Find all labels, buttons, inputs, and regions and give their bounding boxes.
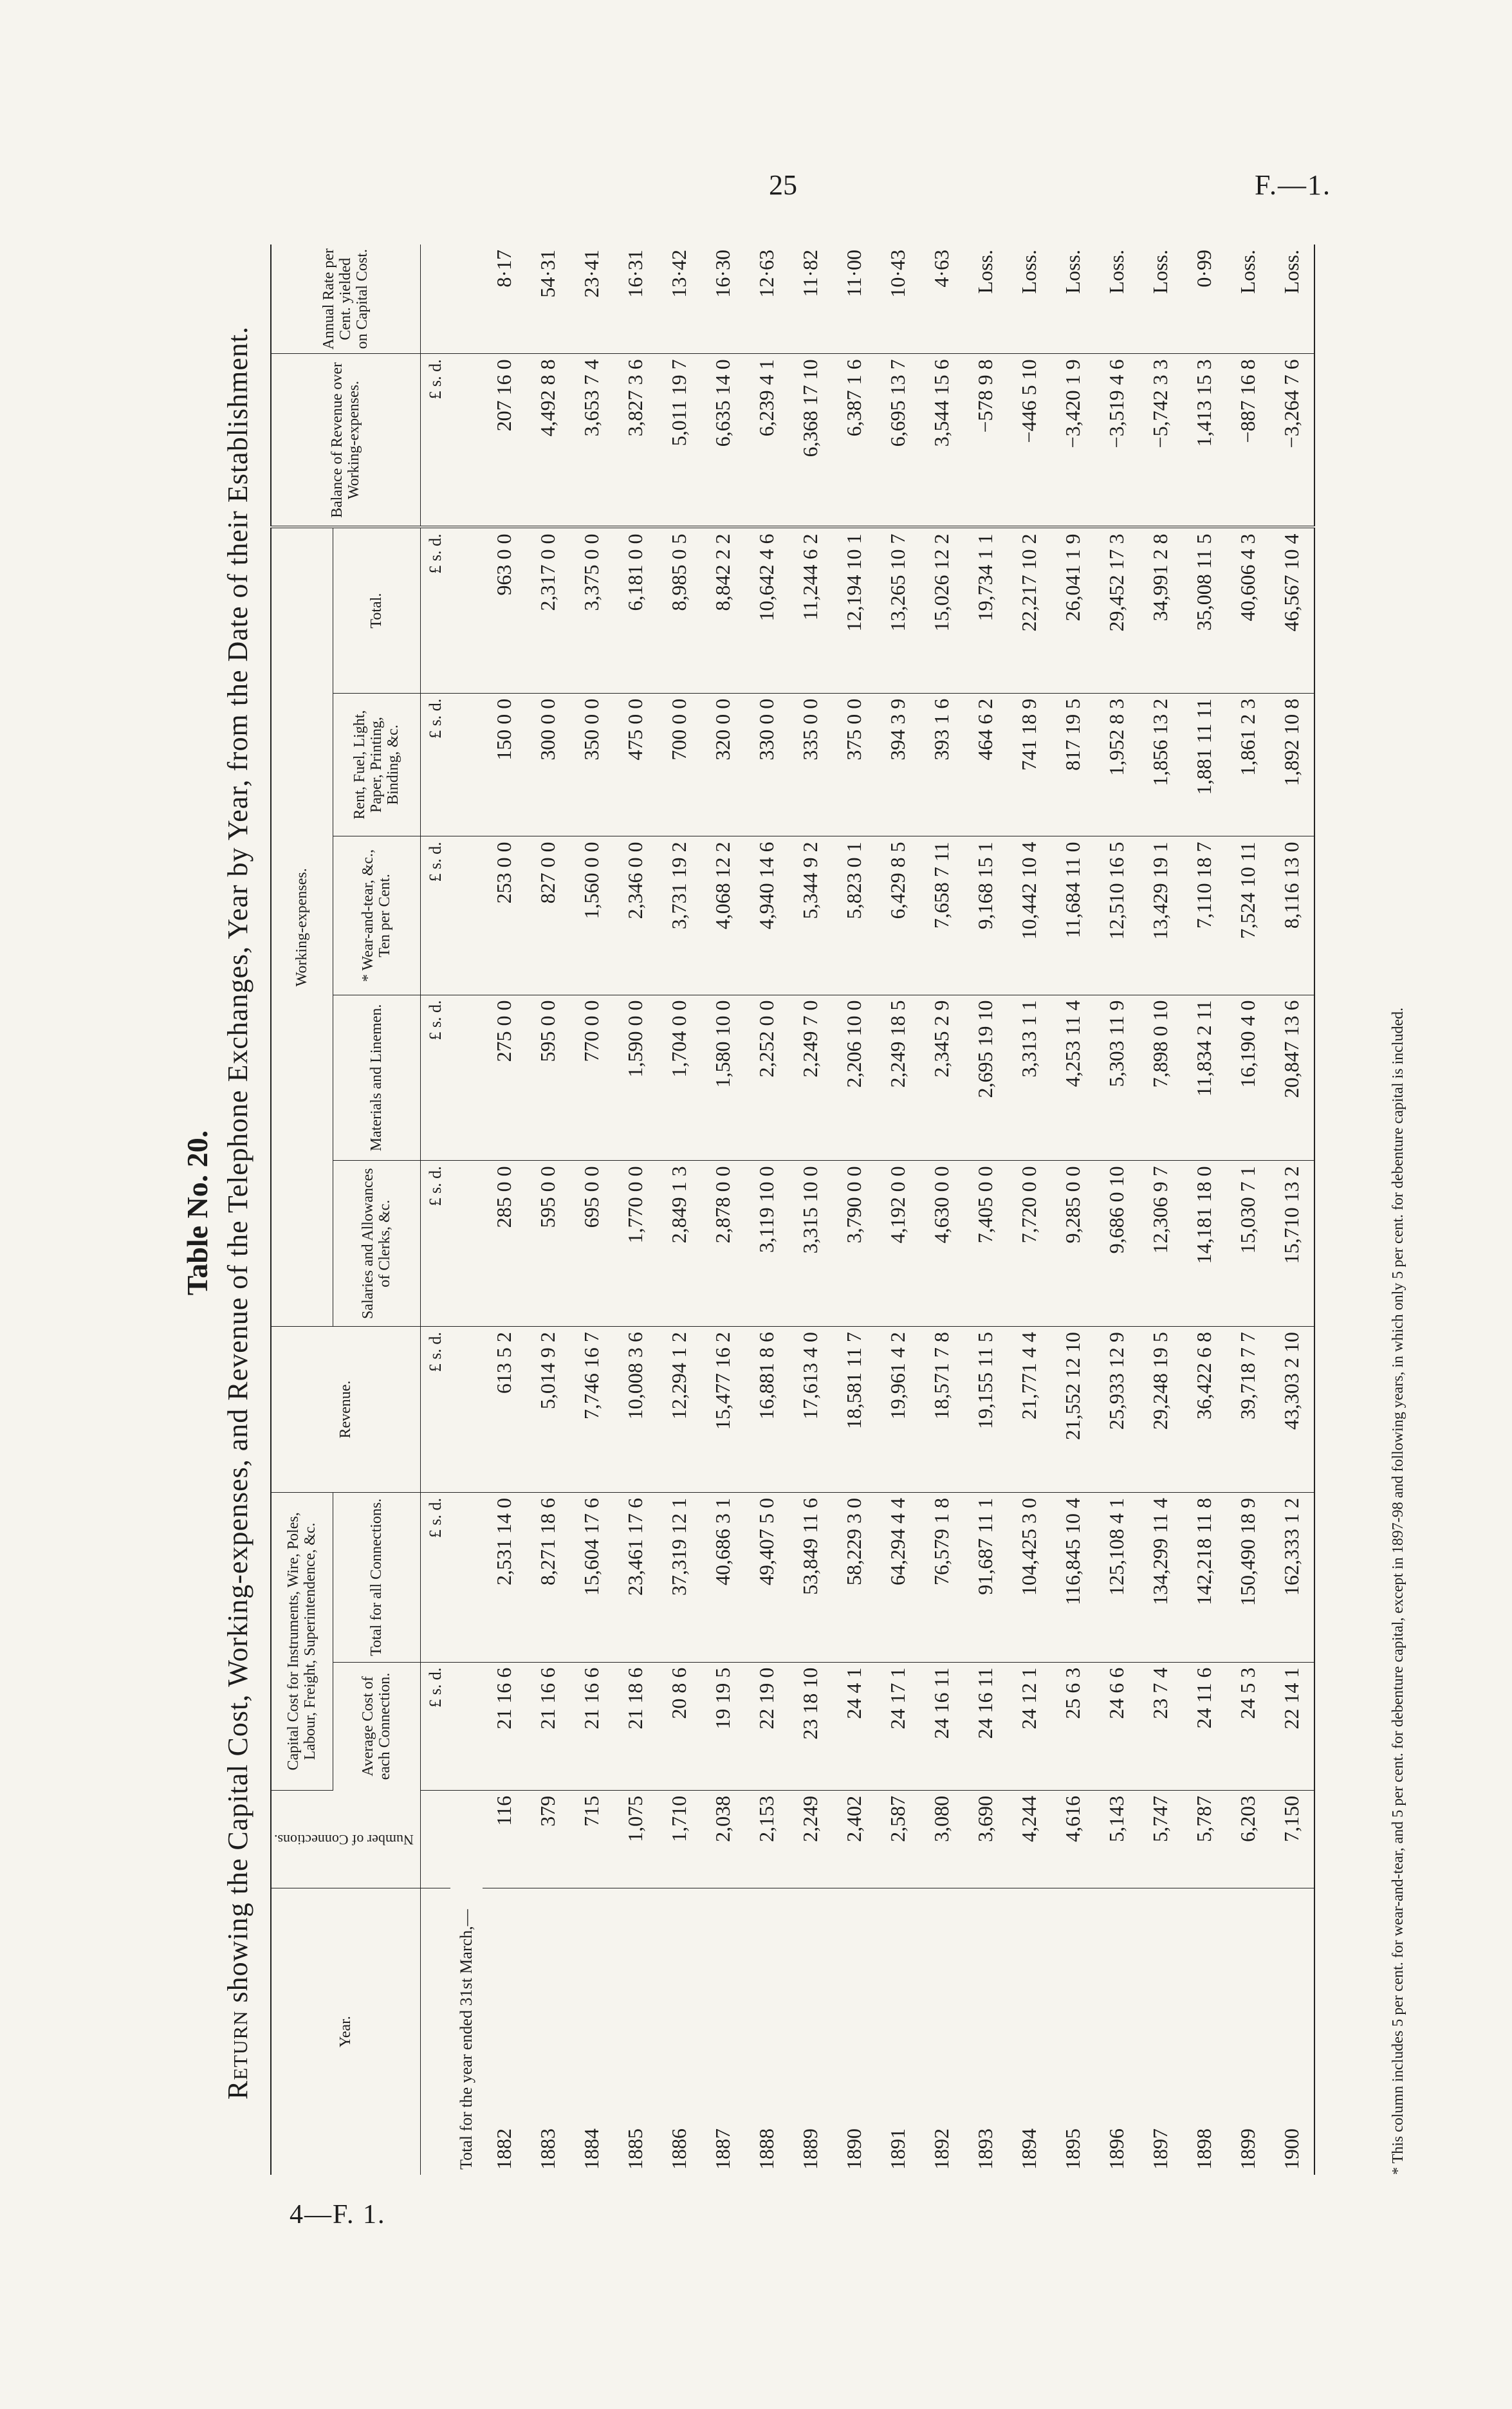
cell-rate: 8·17	[483, 245, 526, 354]
cell-avg: 24 11 6	[1183, 1662, 1226, 1790]
cell-avg: 25 6 3	[1051, 1662, 1095, 1790]
table-row	[833, 245, 876, 2175]
header-salaries: Salaries and Allowances of Clerks, &c.	[333, 1161, 420, 1327]
cell-balance: 5,011 19 7	[658, 354, 701, 528]
cell-total: 40,606 4 3	[1226, 527, 1270, 693]
unit-cell: £ s. d.	[420, 1662, 450, 1790]
cell-rent: 464 6 2	[964, 693, 1008, 836]
cell-rent: 320 0 0	[701, 693, 745, 836]
cell-total: 11,244 6 2	[789, 527, 833, 693]
cell-revenue: 19,155 11 5	[964, 1327, 1008, 1493]
header-revenue: Revenue.	[271, 1327, 420, 1493]
cell-conn: 5,787	[1183, 1790, 1226, 1888]
table-row	[1051, 245, 1095, 2175]
cell-salaries: 2,849 1 3	[658, 1161, 701, 1327]
cell-salaries: 2,878 0 0	[701, 1161, 745, 1327]
cell-total_cap: 142,218 11 8	[1183, 1492, 1226, 1662]
cell-revenue: 15,477 16 2	[701, 1327, 745, 1493]
cell-rate: Loss.	[1051, 245, 1095, 354]
cell-salaries: 15,030 7 1	[1226, 1161, 1270, 1327]
unit-cell: £ s. d.	[420, 1161, 450, 1327]
cell-total: 46,567 10 4	[1270, 527, 1314, 693]
table-row	[1183, 245, 1226, 2175]
cell-rent: 393 1 6	[920, 693, 964, 836]
cell-materials: 770 0 0	[570, 995, 614, 1161]
cell-total: 3,375 0 0	[570, 527, 614, 693]
header-balance: Balance of Revenue over Working-expenses.	[271, 354, 420, 528]
cell-total_cap: 37,319 12 1	[658, 1492, 701, 1662]
cell-rent: 394 3 9	[876, 693, 920, 836]
cell-materials: 2,252 0 0	[745, 995, 789, 1161]
cell-revenue: 16,881 8 6	[745, 1327, 789, 1493]
table-title: Table No. 20.	[181, 1130, 214, 1296]
table-row	[614, 245, 658, 2175]
cell-rate: Loss.	[1226, 245, 1270, 354]
cell-revenue: 5,014 9 2	[526, 1327, 570, 1493]
cell-revenue: 18,581 11 7	[833, 1327, 876, 1493]
cell-balance: 207 16 0	[483, 354, 526, 528]
cell-total: 963 0 0	[483, 527, 526, 693]
cell-total_cap: 116,845 10 4	[1051, 1492, 1095, 1662]
cell-salaries: 595 0 0	[526, 1161, 570, 1327]
cell-materials: 5,303 11 9	[1095, 995, 1139, 1161]
cell-avg: 20 8 6	[658, 1662, 701, 1790]
header-wear: * Wear-and-tear, &c., Ten per Cent.	[333, 836, 420, 995]
cell-balance: −3,264 7 6	[1270, 354, 1314, 528]
cell-year: 1883	[536, 2128, 560, 2170]
header-rate: Annual Rate per Cent. yielded on Capital Cost.	[271, 245, 420, 354]
cell-rent: 741 18 9	[1008, 693, 1051, 836]
cell-avg: 24 5 3	[1226, 1662, 1270, 1790]
cell-salaries: 9,686 0 10	[1095, 1161, 1139, 1327]
cell-avg: 24 17 1	[876, 1662, 920, 1790]
unit-cell: £ s. d.	[420, 527, 450, 693]
header-rent: Rent, Fuel, Light, Paper, Printing, Binding, &c.	[333, 693, 420, 836]
cell-rate: 13·42	[658, 245, 701, 354]
unit-cell: £ s. d.	[420, 1492, 450, 1662]
cell-total: 26,041 1 9	[1051, 527, 1095, 693]
cell-wear: 9,168 15 1	[964, 836, 1008, 995]
cell-total: 12,194 10 1	[833, 527, 876, 693]
cell-conn: 2,249	[789, 1790, 833, 1888]
table-row	[745, 245, 789, 2175]
cell-year: 1893	[973, 2128, 997, 2170]
cell-salaries: 9,285 0 0	[1051, 1161, 1095, 1327]
cell-wear: 2,346 0 0	[614, 836, 658, 995]
cell-year: 1890	[842, 2128, 866, 2170]
cell-rate: Loss.	[1095, 245, 1139, 354]
table-row	[570, 245, 614, 2175]
unit-cell	[420, 245, 450, 354]
cell-year: 1896	[1105, 2128, 1129, 2170]
cell-conn: 3,080	[920, 1790, 964, 1888]
cell-total: 6,181 0 0	[614, 527, 658, 693]
cell-total_cap: 91,687 11 1	[964, 1492, 1008, 1662]
cell-year: 1886	[667, 2128, 691, 2170]
header-materials: Materials and Linemen.	[333, 995, 420, 1161]
cell-rent: 300 0 0	[526, 693, 570, 836]
unit-cell: £ s. d.	[420, 354, 450, 528]
cell-total_cap: 134,299 11 4	[1139, 1492, 1183, 1662]
cell-wear: 11,684 11 0	[1051, 836, 1095, 995]
cell-total_cap: 64,294 4 4	[876, 1492, 920, 1662]
cell-materials: 16,190 4 0	[1226, 995, 1270, 1161]
unit-cell: £ s. d.	[420, 693, 450, 836]
cell-rate: 10·43	[876, 245, 920, 354]
cell-year: 1882	[492, 2128, 516, 2170]
cell-total_cap: 150,490 18 9	[1226, 1492, 1270, 1662]
cell-revenue: 17,613 4 0	[789, 1327, 833, 1493]
cell-conn: 6,203	[1226, 1790, 1270, 1888]
cell-year: 1895	[1061, 2128, 1085, 2170]
cell-revenue: 10,008 3 6	[614, 1327, 658, 1493]
cell-wear: 4,068 12 2	[701, 836, 745, 995]
cell-year: 1887	[711, 2128, 735, 2170]
cell-total: 34,991 2 8	[1139, 527, 1183, 693]
cell-total_cap: 2,531 14 0	[483, 1492, 526, 1662]
cell-materials: 1,704 0 0	[658, 995, 701, 1161]
cell-revenue: 12,294 1 2	[658, 1327, 701, 1493]
cell-salaries: 14,181 18 0	[1183, 1161, 1226, 1327]
table-row	[920, 245, 964, 2175]
table-row	[1270, 245, 1314, 2175]
cell-revenue: 43,303 2 10	[1270, 1327, 1314, 1493]
cell-materials: 11,834 2 11	[1183, 995, 1226, 1161]
header-working-group: Working-expenses.	[271, 527, 333, 1326]
cell-total_cap: 8,271 18 6	[526, 1492, 570, 1662]
table-row	[964, 245, 1008, 2175]
cell-salaries: 1,770 0 0	[614, 1161, 658, 1327]
cell-year: 1889	[798, 2128, 822, 2170]
cell-rate: 4·63	[920, 245, 964, 354]
cell-revenue: 25,933 12 9	[1095, 1327, 1139, 1493]
cell-balance: 6,635 14 0	[701, 354, 745, 528]
unit-cell: £ s. d.	[420, 836, 450, 995]
unit-cell	[420, 1790, 450, 1888]
cell-total: 35,008 11 5	[1183, 527, 1226, 693]
cell-balance: −446 5 10	[1008, 354, 1051, 528]
cell-wear: 12,510 16 5	[1095, 836, 1139, 995]
cell-materials: 1,580 10 0	[701, 995, 745, 1161]
cell-total: 13,265 10 7	[876, 527, 920, 693]
cell-balance: −3,519 4 6	[1095, 354, 1139, 528]
cell-balance: −5,742 3 3	[1139, 354, 1183, 528]
cell-total: 8,985 0 5	[658, 527, 701, 693]
cell-salaries: 7,720 0 0	[1008, 1161, 1051, 1327]
cell-avg: 24 4 1	[833, 1662, 876, 1790]
cell-revenue: 21,552 12 10	[1051, 1327, 1095, 1493]
cell-total_cap: 53,849 11 6	[789, 1492, 833, 1662]
cell-year: 1898	[1192, 2128, 1216, 2170]
cell-total: 15,026 12 2	[920, 527, 964, 693]
rotated-table-block	[180, 232, 1415, 2194]
cell-total_cap: 58,229 3 0	[833, 1492, 876, 1662]
cell-avg: 21 16 6	[526, 1662, 570, 1790]
signature-mark: 4—F. 1.	[290, 2200, 386, 2229]
unit-cell	[420, 1888, 450, 2175]
cell-total_cap: 104,425 3 0	[1008, 1492, 1051, 1662]
header-avg-cost: Average Cost of each Connection.	[333, 1662, 420, 1790]
subtitle-rest: showing the Capital Cost, Working-expenses, and Revenue of the Telephone Exchanges, Year by Year, from the Date of their Establishment.	[222, 326, 254, 2011]
cell-avg: 22 19 0	[745, 1662, 789, 1790]
cell-total_cap: 162,333 1 2	[1270, 1492, 1314, 1662]
caption-row	[450, 245, 483, 2175]
cell-rent: 700 0 0	[658, 693, 701, 836]
cell-wear: 6,429 8 5	[876, 836, 920, 995]
cell-rate: 23·41	[570, 245, 614, 354]
cell-balance: 3,653 7 4	[570, 354, 614, 528]
data-table	[270, 245, 1315, 2175]
cell-rate: 16·30	[701, 245, 745, 354]
cell-balance: 6,239 4 1	[745, 354, 789, 528]
table-body	[420, 245, 1314, 2175]
table-row	[526, 245, 570, 2175]
caption-cell: Total for the year ended 31st March,—	[456, 1909, 475, 2170]
cell-total_cap: 23,461 17 6	[614, 1492, 658, 1662]
cell-total_cap: 40,686 3 1	[701, 1492, 745, 1662]
cell-rate: 16·31	[614, 245, 658, 354]
cell-materials: 7,898 0 10	[1139, 995, 1183, 1161]
cell-materials: 3,313 1 1	[1008, 995, 1051, 1161]
cell-salaries: 7,405 0 0	[964, 1161, 1008, 1327]
header-total: Total.	[333, 527, 420, 693]
cell-salaries: 15,710 13 2	[1270, 1161, 1314, 1327]
cell-rate: Loss.	[1008, 245, 1051, 354]
cell-balance: 6,368 17 10	[789, 354, 833, 528]
table-row	[876, 245, 920, 2175]
cell-balance: 1,413 15 3	[1183, 354, 1226, 528]
cell-salaries: 3,790 0 0	[833, 1161, 876, 1327]
cell-year: 1885	[623, 2128, 647, 2170]
header-connections: Number of Connections.	[271, 1790, 420, 1888]
cell-conn: 379	[526, 1790, 570, 1888]
cell-wear: 13,429 19 1	[1139, 836, 1183, 995]
cell-avg: 24 6 6	[1095, 1662, 1139, 1790]
table-row	[1226, 245, 1270, 2175]
cell-avg: 21 16 6	[483, 1662, 526, 1790]
cell-balance: 3,827 3 6	[614, 354, 658, 528]
cell-conn: 1,075	[614, 1790, 658, 1888]
cell-total: 8,842 2 2	[701, 527, 745, 693]
cell-salaries: 4,630 0 0	[920, 1161, 964, 1327]
table-row	[483, 245, 526, 2175]
page-number: 25	[769, 169, 797, 201]
cell-balance: 3,544 15 6	[920, 354, 964, 528]
cell-materials: 2,249 18 5	[876, 995, 920, 1161]
cell-rate: Loss.	[964, 245, 1008, 354]
cell-revenue: 29,248 19 5	[1139, 1327, 1183, 1493]
cell-balance: −887 16 8	[1226, 354, 1270, 528]
cell-wear: 4,940 14 6	[745, 836, 789, 995]
cell-total: 19,734 1 1	[964, 527, 1008, 693]
cell-avg: 23 7 4	[1139, 1662, 1183, 1790]
cell-revenue: 19,961 4 2	[876, 1327, 920, 1493]
cell-materials: 1,590 0 0	[614, 995, 658, 1161]
unit-cell: £ s. d.	[420, 1327, 450, 1493]
cell-salaries: 285 0 0	[483, 1161, 526, 1327]
cell-materials: 595 0 0	[526, 995, 570, 1161]
cell-year: 1897	[1148, 2128, 1172, 2170]
cell-rent: 1,881 11 11	[1183, 693, 1226, 836]
table-row	[1008, 245, 1051, 2175]
cell-conn: 2,038	[701, 1790, 745, 1888]
cell-rate: 12·63	[745, 245, 789, 354]
cell-revenue: 39,718 7 7	[1226, 1327, 1270, 1493]
cell-rent: 350 0 0	[570, 693, 614, 836]
document-code: F.—1.	[1255, 169, 1331, 201]
cell-balance: 6,387 1 6	[833, 354, 876, 528]
cell-rent: 475 0 0	[614, 693, 658, 836]
cell-total_cap: 125,108 4 1	[1095, 1492, 1139, 1662]
cell-year: 1892	[930, 2128, 954, 2170]
cell-avg: 23 18 10	[789, 1662, 833, 1790]
header-year: Year.	[271, 1888, 420, 2175]
cell-avg: 24 16 11	[920, 1662, 964, 1790]
cell-rate: 0·99	[1183, 245, 1226, 354]
cell-revenue: 36,422 6 8	[1183, 1327, 1226, 1493]
cell-balance: 6,695 13 7	[876, 354, 920, 528]
cell-rent: 330 0 0	[745, 693, 789, 836]
cell-total: 29,452 17 3	[1095, 527, 1139, 693]
cell-avg: 24 16 11	[964, 1662, 1008, 1790]
cell-conn: 116	[483, 1790, 526, 1888]
cell-wear: 1,560 0 0	[570, 836, 614, 995]
cell-rent: 1,856 13 2	[1139, 693, 1183, 836]
cell-balance: −578 9 8	[964, 354, 1008, 528]
table-row	[1095, 245, 1139, 2175]
cell-rate: 54·31	[526, 245, 570, 354]
cell-materials: 4,253 11 4	[1051, 995, 1095, 1161]
cell-salaries: 3,315 10 0	[789, 1161, 833, 1327]
cell-avg: 21 16 6	[570, 1662, 614, 1790]
cell-materials: 2,345 2 9	[920, 995, 964, 1161]
cell-year: 1884	[580, 2128, 604, 2170]
cell-total_cap: 49,407 5 0	[745, 1492, 789, 1662]
cell-conn: 5,143	[1095, 1790, 1139, 1888]
table-row	[789, 245, 833, 2175]
cell-wear: 8,116 13 0	[1270, 836, 1314, 995]
cell-rate: Loss.	[1139, 245, 1183, 354]
cell-wear: 7,110 18 7	[1183, 836, 1226, 995]
cell-total: 22,217 10 2	[1008, 527, 1051, 693]
cell-rate: 11·00	[833, 245, 876, 354]
cell-rent: 375 0 0	[833, 693, 876, 836]
subtitle-lead: Return	[222, 2010, 254, 2100]
cell-wear: 7,658 7 11	[920, 836, 964, 995]
cell-avg: 19 19 5	[701, 1662, 745, 1790]
cell-balance: −3,420 1 9	[1051, 354, 1095, 528]
cell-avg: 22 14 1	[1270, 1662, 1314, 1790]
cell-rent: 817 19 5	[1051, 693, 1095, 836]
cell-conn: 4,616	[1051, 1790, 1095, 1888]
cell-materials: 2,695 19 10	[964, 995, 1008, 1161]
header-capital-group: Capital Cost for Instruments, Wire, Poles, Labour, Freight, Superintendence, &c.	[271, 1492, 333, 1790]
cell-rate: 11·82	[789, 245, 833, 354]
cell-conn: 2,153	[745, 1790, 789, 1888]
cell-materials: 20,847 13 6	[1270, 995, 1314, 1161]
cell-total_cap: 76,579 1 8	[920, 1492, 964, 1662]
cell-salaries: 12,306 9 7	[1139, 1161, 1183, 1327]
cell-total: 2,317 0 0	[526, 527, 570, 693]
cell-revenue: 613 5 2	[483, 1327, 526, 1493]
cell-total_cap: 15,604 17 6	[570, 1492, 614, 1662]
cell-year: 1900	[1270, 1888, 1314, 2175]
cell-rent: 1,892 10 8	[1270, 693, 1314, 836]
cell-wear: 7,524 10 11	[1226, 836, 1270, 995]
cell-wear: 827 0 0	[526, 836, 570, 995]
cell-conn: 5,747	[1139, 1790, 1183, 1888]
cell-wear: 10,442 10 4	[1008, 836, 1051, 995]
cell-salaries: 4,192 0 0	[876, 1161, 920, 1327]
table-row	[1139, 245, 1183, 2175]
table-subtitle	[221, 232, 254, 2194]
cell-revenue: 7,746 16 7	[570, 1327, 614, 1493]
cell-wear: 5,344 9 2	[789, 836, 833, 995]
unit-cell: £ s. d.	[420, 995, 450, 1161]
unit-row	[420, 245, 450, 2175]
cell-year: 1894	[1017, 2128, 1041, 2170]
cell-materials: 2,206 10 0	[833, 995, 876, 1161]
cell-wear: 3,731 19 2	[658, 836, 701, 995]
cell-total: 10,642 4 6	[745, 527, 789, 693]
cell-rent: 1,861 2 3	[1226, 693, 1270, 836]
cell-balance: 4,492 8 8	[526, 354, 570, 528]
cell-rent: 150 0 0	[483, 693, 526, 836]
cell-conn: 4,244	[1008, 1790, 1051, 1888]
cell-salaries: 3,119 10 0	[745, 1161, 789, 1327]
cell-wear: 5,823 0 1	[833, 836, 876, 995]
cell-year: 1888	[755, 2128, 779, 2170]
cell-rate: Loss.	[1270, 245, 1314, 354]
cell-rent: 335 0 0	[789, 693, 833, 836]
footnote: * This column includes 5 per cent. for wear-and-tear, and 5 per cent. for debenture capital, except in 1897-98 and following years, in which only 5 per cent. for debenture capital is included.	[1390, 1007, 1406, 2175]
cell-conn: 715	[570, 1790, 614, 1888]
cell-conn: 7,150	[1270, 1790, 1314, 1888]
cell-conn: 2,587	[876, 1790, 920, 1888]
cell-year: 1899	[1236, 2128, 1260, 2170]
cell-materials: 2,249 7 0	[789, 995, 833, 1161]
cell-materials: 275 0 0	[483, 995, 526, 1161]
header-total-all: Total for all Connections.	[333, 1492, 420, 1662]
cell-conn: 3,690	[964, 1790, 1008, 1888]
cell-year: 1891	[886, 2128, 910, 2170]
cell-salaries: 695 0 0	[570, 1161, 614, 1327]
cell-revenue: 21,771 4 4	[1008, 1327, 1051, 1493]
cell-conn: 2,402	[833, 1790, 876, 1888]
table-row	[658, 245, 701, 2175]
table-row	[701, 245, 745, 2175]
cell-conn: 1,710	[658, 1790, 701, 1888]
cell-avg: 24 12 1	[1008, 1662, 1051, 1790]
cell-wear: 253 0 0	[483, 836, 526, 995]
cell-revenue: 18,571 7 8	[920, 1327, 964, 1493]
cell-rent: 1,952 8 3	[1095, 693, 1139, 836]
cell-avg: 21 18 6	[614, 1662, 658, 1790]
